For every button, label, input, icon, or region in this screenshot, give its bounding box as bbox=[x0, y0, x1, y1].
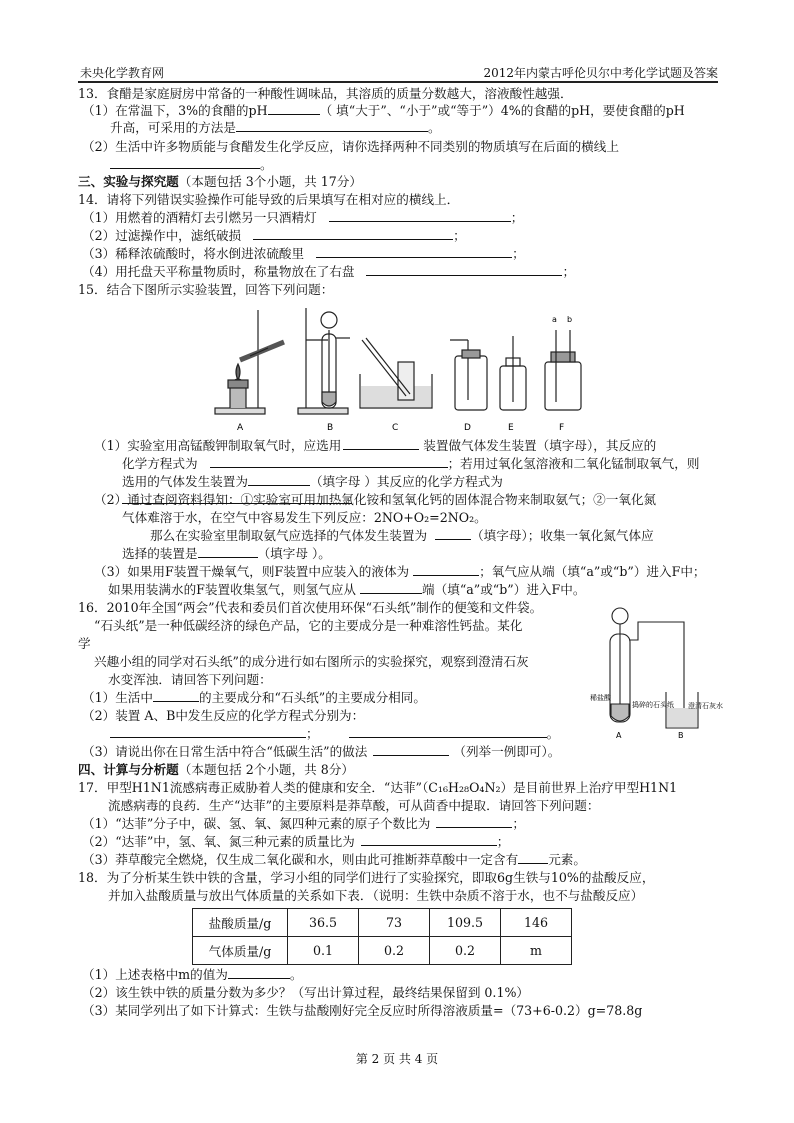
q18-part3: （3）某同学列出了如下计算式：生铁与盐酸刚好完全反应时所得溶液质量=（73+6-0.2）g=78.8g bbox=[82, 1003, 643, 1018]
header-site-name: 未央化学教育网 bbox=[80, 66, 165, 80]
q17-line1: 17．甲型H1N1流感病毒正威胁着人类的健康和安全．“达菲”（C₁₆H₂₈O₄N₂）是目前世界上治疗甲型H1N1 bbox=[78, 780, 678, 795]
q17-part3 bbox=[82, 851, 586, 868]
answer-blank[interactable] bbox=[268, 102, 320, 115]
apparatus-label-d: D bbox=[464, 423, 471, 433]
q15-part2-line1: （2）通过查阅资料得知：①实验室可用加热氯化铵和氢氧化钙的固体混合物来制取氨气；②一氧化氮 bbox=[94, 492, 657, 507]
q15-part3-line1 bbox=[94, 563, 706, 580]
q16-text: （1）生活中 bbox=[82, 690, 153, 705]
q15-text: ；若用过氧化氢溶液和二氧化锰制取氧气，则 bbox=[447, 456, 700, 471]
q15-part2-line3 bbox=[150, 527, 654, 544]
q16-line5: 水变浑浊．请回答下列问题： bbox=[108, 672, 272, 687]
answer-blank[interactable] bbox=[153, 689, 199, 702]
fig-label-acid: 稀盐酸 bbox=[590, 694, 611, 702]
q14-item-end: ； bbox=[453, 228, 466, 243]
q14-stem: 14．请将下列错误实验操作可能导致的后果填写在相对应的横线上． bbox=[78, 192, 460, 207]
q15-text: 如果用装满水的F装置收集氢气，则氢气应从 bbox=[108, 582, 357, 597]
q17-text: （3）莽草酸完全燃烧，仅生成二氧化碳和水，则由此可推断莽草酸中一定含有 bbox=[82, 852, 519, 867]
section3-heading bbox=[78, 173, 362, 190]
section3-note: （本题包括 3个小题，共 17分） bbox=[178, 174, 362, 189]
q17-line2: 流感病毒的良药．生产“达菲”的主要原料是莽草酸，可从茴香中提取．请回答下列问题： bbox=[108, 798, 600, 813]
apparatus-label-b: B bbox=[327, 423, 334, 433]
q14-item-end: ； bbox=[510, 210, 524, 225]
q15-text: （填字母 ）。 bbox=[257, 546, 331, 561]
page-header bbox=[78, 64, 718, 83]
q13-stem: 13．食醋是家庭厨房中常备的一种酸性调味品，其溶质的质量分数越大，溶液酸性越强． bbox=[78, 86, 573, 101]
q14-item-text: （4）用托盘天平称量物质时，称量物放在了右盘 bbox=[82, 264, 355, 279]
section4-title: 四、计算与分析题 bbox=[78, 762, 179, 777]
q15-part1-line2 bbox=[122, 455, 699, 472]
answer-blank[interactable] bbox=[518, 851, 548, 864]
q13-part1-hint: （ 填“大于”、“小于”或“等于”）4%的食醋的pH，要使食醋的pH bbox=[319, 103, 685, 118]
apparatus-d bbox=[450, 340, 487, 410]
q13-part2-text: （2）生活中许多物质能与食醋发生化学反应，请你选择两种不同类别的物质填写在后面的横线上 bbox=[82, 139, 619, 154]
q17-text: （2）“达菲”中，氢、氧、氮三种元素的质量比为 bbox=[82, 834, 355, 849]
q16-part1 bbox=[82, 689, 426, 706]
q16-text: （列举一例即可）。 bbox=[453, 744, 561, 759]
section3-title: 三、实验与探究题 bbox=[78, 174, 179, 189]
q16-text: 的主要成分和“石头纸”的主要成分相同。 bbox=[198, 690, 426, 705]
q16-text: （3）请说出你在日常生活中符合“低碳生活”的做法 bbox=[82, 744, 368, 759]
answer-blank[interactable] bbox=[228, 966, 290, 979]
q18-part1 bbox=[82, 966, 303, 983]
q15-stem: 15．结合下图所示实验装置，回答下列问题： bbox=[78, 282, 334, 297]
answer-blank[interactable] bbox=[248, 473, 310, 486]
q15-text: 那么在实验室里制取氨气应选择的气体发生装置为 bbox=[150, 528, 428, 543]
q15-text: （填字母）；收集一氧化氮气体应 bbox=[471, 528, 654, 543]
q15-part1-line1 bbox=[94, 437, 656, 454]
apparatus-b bbox=[298, 308, 350, 414]
table-cell: 73 bbox=[359, 909, 430, 937]
fig-label-limewater: 澄清石灰水 bbox=[688, 702, 723, 710]
q15-text: 选用的气体发生装置为 bbox=[122, 474, 248, 489]
q18-line1: 18．为了分析某生铁中铁的含量，学习小组的同学们进行了实验探究，即取6g生铁与10%的盐酸反应， bbox=[78, 870, 655, 885]
answer-blank[interactable] bbox=[361, 833, 497, 846]
q15-part1-line3 bbox=[122, 473, 503, 490]
port-label-b: b bbox=[567, 315, 573, 324]
q13-part1-end: 。 bbox=[427, 120, 441, 135]
q16-line4: 兴趣小组的同学对石头纸”的成分进行如右图所示的实验探究，观察到澄清石灰 bbox=[94, 654, 529, 669]
q15-text: （3）如果用F装置干燥氧气，则F装置中应装入的液体为 bbox=[94, 564, 410, 579]
q14-item-1 bbox=[82, 209, 523, 226]
q14-item-4 bbox=[82, 263, 575, 280]
fig-label-stone-paper: 捣碎的石头纸 bbox=[632, 701, 674, 709]
table-cell: 0.2 bbox=[430, 937, 501, 965]
table-cell: 36.5 bbox=[288, 909, 359, 937]
apparatus-c bbox=[360, 338, 432, 408]
q15-text: （填字母 ）其反应的化学方程式为 bbox=[309, 474, 503, 489]
q16-part2-answers bbox=[110, 725, 559, 742]
answer-blank[interactable] bbox=[110, 725, 306, 738]
q18-text: 。 bbox=[289, 967, 303, 982]
q14-item-text: （1）用燃着的酒精灯去引燃另一只酒精灯 bbox=[82, 210, 317, 225]
q13-part2-line bbox=[110, 156, 273, 173]
answer-blank[interactable] bbox=[373, 743, 449, 756]
apparatus-f bbox=[545, 330, 581, 410]
q15-text: （1）实验室用高锰酸钾制取氧气时，应选用 bbox=[94, 438, 342, 453]
q17-text: ； bbox=[512, 816, 525, 831]
table-cell: m bbox=[501, 937, 572, 965]
q14-item-end: ； bbox=[512, 246, 525, 261]
q16-text: 。 bbox=[546, 726, 560, 741]
q14-item-text: （2）过滤操作中，滤纸破损 bbox=[82, 228, 242, 243]
section4-note: （本题包括 2个小题，共 8分） bbox=[178, 762, 354, 777]
q14-item-end: ； bbox=[562, 264, 576, 279]
stone-paper-experiment-figure bbox=[588, 604, 724, 742]
table-row-label: 盐酸质量/g bbox=[193, 909, 288, 937]
port-label-a: a bbox=[552, 315, 557, 324]
answer-blank[interactable] bbox=[435, 527, 471, 540]
section4-heading bbox=[78, 761, 354, 778]
answer-blank[interactable] bbox=[343, 437, 419, 450]
table-cell: 109.5 bbox=[430, 909, 501, 937]
q17-text: （1）“达菲”分子中，碳、氢、氧、氮四种元素的原子个数比为 bbox=[82, 816, 431, 831]
table-row bbox=[193, 909, 572, 937]
header-exam-title: 2012年内蒙古呼伦贝尔中考化学试题及答案 bbox=[483, 66, 718, 80]
q16-line3: 学 bbox=[78, 636, 91, 651]
q15-text: 端（填“a”或“b”）进入F中。 bbox=[422, 582, 586, 597]
q18-text: （1）上述表格中m的值为 bbox=[82, 967, 228, 982]
apparatus-label-f: F bbox=[559, 423, 565, 433]
answer-blank[interactable] bbox=[366, 263, 562, 276]
q13-part1-method-text: 升高，可采用的方法是 bbox=[110, 120, 236, 135]
q15-text: 选择的装置是 bbox=[122, 546, 198, 561]
q14-item-2 bbox=[82, 227, 466, 244]
q14-item-text: （3）稀释浓硫酸时，将水倒进浓硫酸里 bbox=[82, 246, 305, 261]
answer-blank[interactable] bbox=[110, 156, 260, 169]
apparatus-a bbox=[215, 310, 284, 414]
q15-part3-line2 bbox=[108, 581, 585, 598]
apparatus-label-a: A bbox=[237, 423, 244, 433]
answer-blank[interactable] bbox=[198, 545, 258, 558]
table-row bbox=[193, 937, 572, 965]
lab-apparatus-figure bbox=[210, 300, 590, 436]
q16-line1: 16．2010年全国“两会”代表和委员们首次使用环保“石头纸”制作的便笺和文件袋。 bbox=[78, 600, 543, 615]
q14-item-3 bbox=[82, 245, 525, 262]
answer-blank[interactable] bbox=[436, 815, 512, 828]
table-cell: 146 bbox=[501, 909, 572, 937]
table-cell: 0.2 bbox=[359, 937, 430, 965]
hcl-gas-mass-table bbox=[192, 908, 572, 965]
q15-text: ；氧气应从端（填“a”或“b”）进入F中； bbox=[479, 564, 706, 579]
q17-part1 bbox=[82, 815, 525, 832]
q13-part1-line2 bbox=[110, 119, 441, 136]
answer-blank[interactable] bbox=[236, 119, 428, 132]
answer-blank[interactable] bbox=[253, 227, 453, 240]
q18-part2: （2）该生铁中铁的质量分数为多少？（写出计算过程，最终结果保留到 0.1%） bbox=[82, 985, 530, 1000]
q15-text: 化学方程式为 bbox=[122, 456, 198, 471]
table-row-label: 气体质量/g bbox=[193, 937, 288, 965]
q15-text: 装置做气体发生装置（填字母），其反应的 bbox=[423, 438, 657, 453]
q16-part3 bbox=[82, 743, 560, 760]
apparatus-label-e: E bbox=[508, 423, 514, 433]
q17-text: 元素。 bbox=[548, 852, 586, 867]
q18-line2: 并加入盐酸质量与放出气体质量的关系如下表．（说明：生铁中杂质不溶于水，也不与盐酸反应） bbox=[108, 888, 644, 903]
q15-part2-line4 bbox=[122, 545, 331, 562]
q17-text: ； bbox=[496, 834, 510, 849]
fig-label-a: A bbox=[616, 731, 622, 740]
answer-blank[interactable] bbox=[329, 209, 511, 222]
q17-part2 bbox=[82, 833, 509, 850]
q15-part2-line2: 气体难溶于水，在空气中容易发生下列反应：2NO+O₂=2NO₂。 bbox=[122, 510, 487, 525]
answer-blank[interactable] bbox=[349, 725, 547, 738]
q16-text: ； bbox=[306, 726, 319, 741]
q16-part2: （2）装置 A、B中发生反应的化学方程式分别为： bbox=[82, 708, 365, 723]
answer-blank[interactable] bbox=[360, 581, 422, 594]
fig-label-b: B bbox=[678, 731, 684, 740]
table-cell: 0.1 bbox=[288, 937, 359, 965]
q16-line2: “石头纸”是一种低碳经济的绿色产品，它的主要成分是一种难溶性钙盐。某化 bbox=[94, 618, 523, 633]
apparatus-e bbox=[500, 336, 526, 410]
q13-part1-line1 bbox=[82, 102, 685, 119]
answer-blank[interactable] bbox=[316, 245, 512, 258]
answer-blank[interactable] bbox=[413, 563, 479, 576]
answer-blank[interactable] bbox=[210, 455, 448, 468]
q13-part1-text: （1）在常温下，3%的食醋的pH bbox=[82, 103, 268, 118]
page-footer: 第 2 页 共 4 页 bbox=[355, 1052, 439, 1066]
apparatus-label-c: C bbox=[392, 423, 399, 433]
q13-part2-end: 。 bbox=[260, 157, 273, 172]
